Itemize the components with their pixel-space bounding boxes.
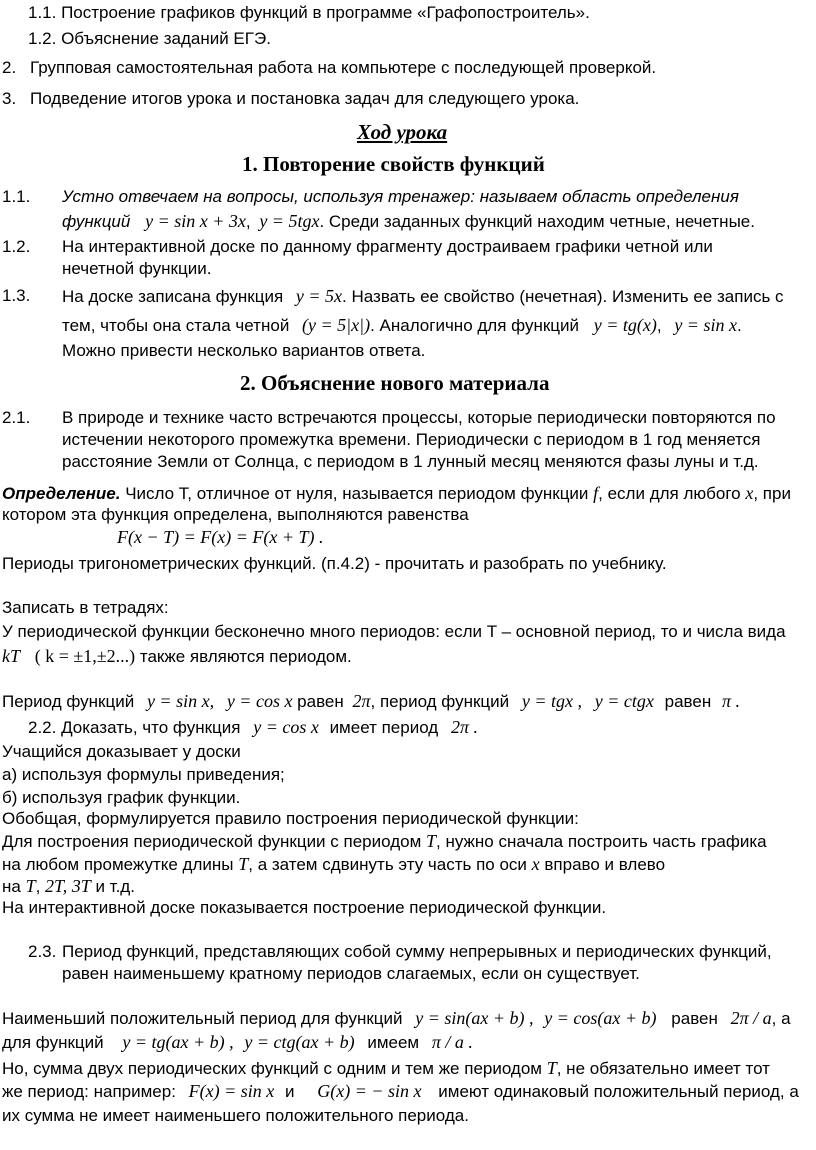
section-1-heading: 1. Повторение свойств функций: [242, 152, 545, 176]
section-2-heading: 2. Объяснение нового материала: [240, 371, 550, 395]
sum-note-line1: Но, сумма двух периодических функций с одним и тем же периодом T, не обязательно имеет тот: [2, 1058, 770, 1078]
plan-item-3-number: 3.: [2, 89, 17, 108]
formula-sin-x: y = sin x: [674, 315, 737, 335]
item-2-3-line2: равен наименьшему кратному периодов слагаемых, если он существует.: [62, 964, 640, 983]
definition-line2: котором эта функция определена, выполняются равенства: [2, 505, 469, 524]
item-1-1-text: Устно отвечаем на вопросы, используя тренажер: называем область определения: [62, 187, 739, 206]
proof-option-b: б) используя график функции.: [2, 788, 241, 807]
definition-formula: F(x − T) = F(x) = F(x + T) .: [117, 527, 324, 547]
plan-item-2-number: 2.: [2, 58, 17, 77]
definition-line1: Определение. Число T, отличное от нуля, называется периодом функции f, если для любого x, при: [2, 483, 791, 503]
item-2-1-line2: истечении некоторого промежутка времени. Периодически с периодом в 1 год меняется: [62, 430, 761, 449]
proof-option-a: а) используя формулы приведения;: [2, 765, 285, 784]
item-2-3-line1: Период функций, представляющих собой сумму непрерывных и периодических функций,: [62, 942, 772, 961]
rule-line3: на T, 2T, 3T и т.д.: [2, 876, 135, 896]
rule-intro: Обобщая, формулируется правило построения периодической функции:: [2, 809, 579, 828]
item-1-2-line2: нечетной функции.: [62, 259, 212, 278]
formula-sin-plus-3x: y = sin x + 3x: [145, 211, 246, 231]
item-2-3-number: 2.3.: [28, 942, 57, 961]
plan-item-1-1: 1.1. Построение графиков функций в программе «Графопостроитель».: [28, 3, 590, 22]
definition-label: Определение.: [2, 484, 121, 503]
rule-line1: Для построения периодической функции с периодом T, нужно сначала построить часть графика: [2, 831, 767, 851]
write-in-notebook: Записать в тетрадях:: [2, 598, 169, 617]
infinite-periods-line1: У периодической функции бесконечно много периодов: если T – основной период, то и числа вида: [2, 622, 786, 641]
infinite-periods-line2: kT ( k = ±1,±2...) также являются периодом.: [2, 646, 352, 666]
formula-5x: y = 5x: [295, 286, 343, 306]
basic-periods: Период функций y = sin x, y = cos x равен 2π, период функций y = tgx , y = ctgx равен π .: [2, 691, 740, 711]
item-1-3-line2: тем, чтобы она стала четной (y = 5|x|). Аналогично для функций y = tg(x), y = sin x.: [62, 315, 742, 335]
item-2-1-line3: расстояние Земли от Солнца, с периодом в 1 лунный месяц меняются фазы луны и т.д.: [62, 452, 759, 471]
sum-note-line2: же период: например: F(x) = sin x и G(x) = − sin x имеют одинаковый положительный период, а: [2, 1081, 799, 1101]
item-1-1-number: 1.1.: [2, 187, 31, 206]
rule-line2: на любом промежутке длины T, а затем сдвинуть эту часть по оси x вправо и влево: [2, 854, 666, 874]
plan-item-3: Подведение итогов урока и постановка задач для следующего урока.: [30, 89, 580, 108]
item-1-2-number: 1.2.: [2, 237, 31, 256]
item-1-2-text: На интерактивной доске по данному фрагменту достраиваем графики четной или: [62, 237, 713, 256]
formula-tg-x: y = tg(x): [593, 315, 657, 335]
plan-item-2: Групповая самостоятельная работа на компьютере с последующей проверкой.: [30, 58, 657, 77]
plan-item-1-2: 1.2. Объяснение заданий ЕГЭ.: [28, 29, 271, 48]
item-1-1-line2: функций y = sin x + 3x, y = 5tgx. Среди заданных функций находим четные, нечетные.: [62, 211, 755, 231]
interactive-board: На интерактивной доске показывается построение периодической функции.: [2, 898, 607, 917]
sum-note-line3: их сумма не имеет наименьшего положительного периода.: [2, 1106, 469, 1125]
min-period-line1: Наименьший положительный период для функций y = sin(ax + b) , y = cos(ax + b) равен 2π / a, а: [2, 1008, 791, 1028]
item-2-2: 2.2. Доказать, что функция y = cos x имеет период 2π .: [28, 717, 478, 737]
item-1-3-number: 1.3.: [2, 286, 31, 305]
proof-intro: Учащийся доказывает у доски: [2, 742, 241, 761]
item-1-3-line1: На доске записана функция y = 5x. Назвать ее свойство (нечетная). Изменить ее запись с: [62, 286, 784, 306]
item-2-1-line1: В природе и технике часто встречаются процессы, которые периодически повторяются по: [62, 408, 776, 427]
formula-5-abs-x: (y = 5|x|): [302, 315, 371, 335]
item-1-3-line3: Можно привести несколько вариантов ответа.: [62, 341, 426, 360]
periods-reading: Периоды тригонометрических функций. (п.4.2) - прочитать и разобрать по учебнику.: [2, 554, 667, 573]
item-2-1-number: 2.1.: [2, 408, 31, 427]
min-period-line2: для функций y = tg(ax + b) , y = ctg(ax + b) имеем π / a .: [2, 1032, 473, 1052]
lesson-title: Ход урока: [357, 120, 448, 144]
formula-5tgx: y = 5tgx: [259, 211, 320, 231]
